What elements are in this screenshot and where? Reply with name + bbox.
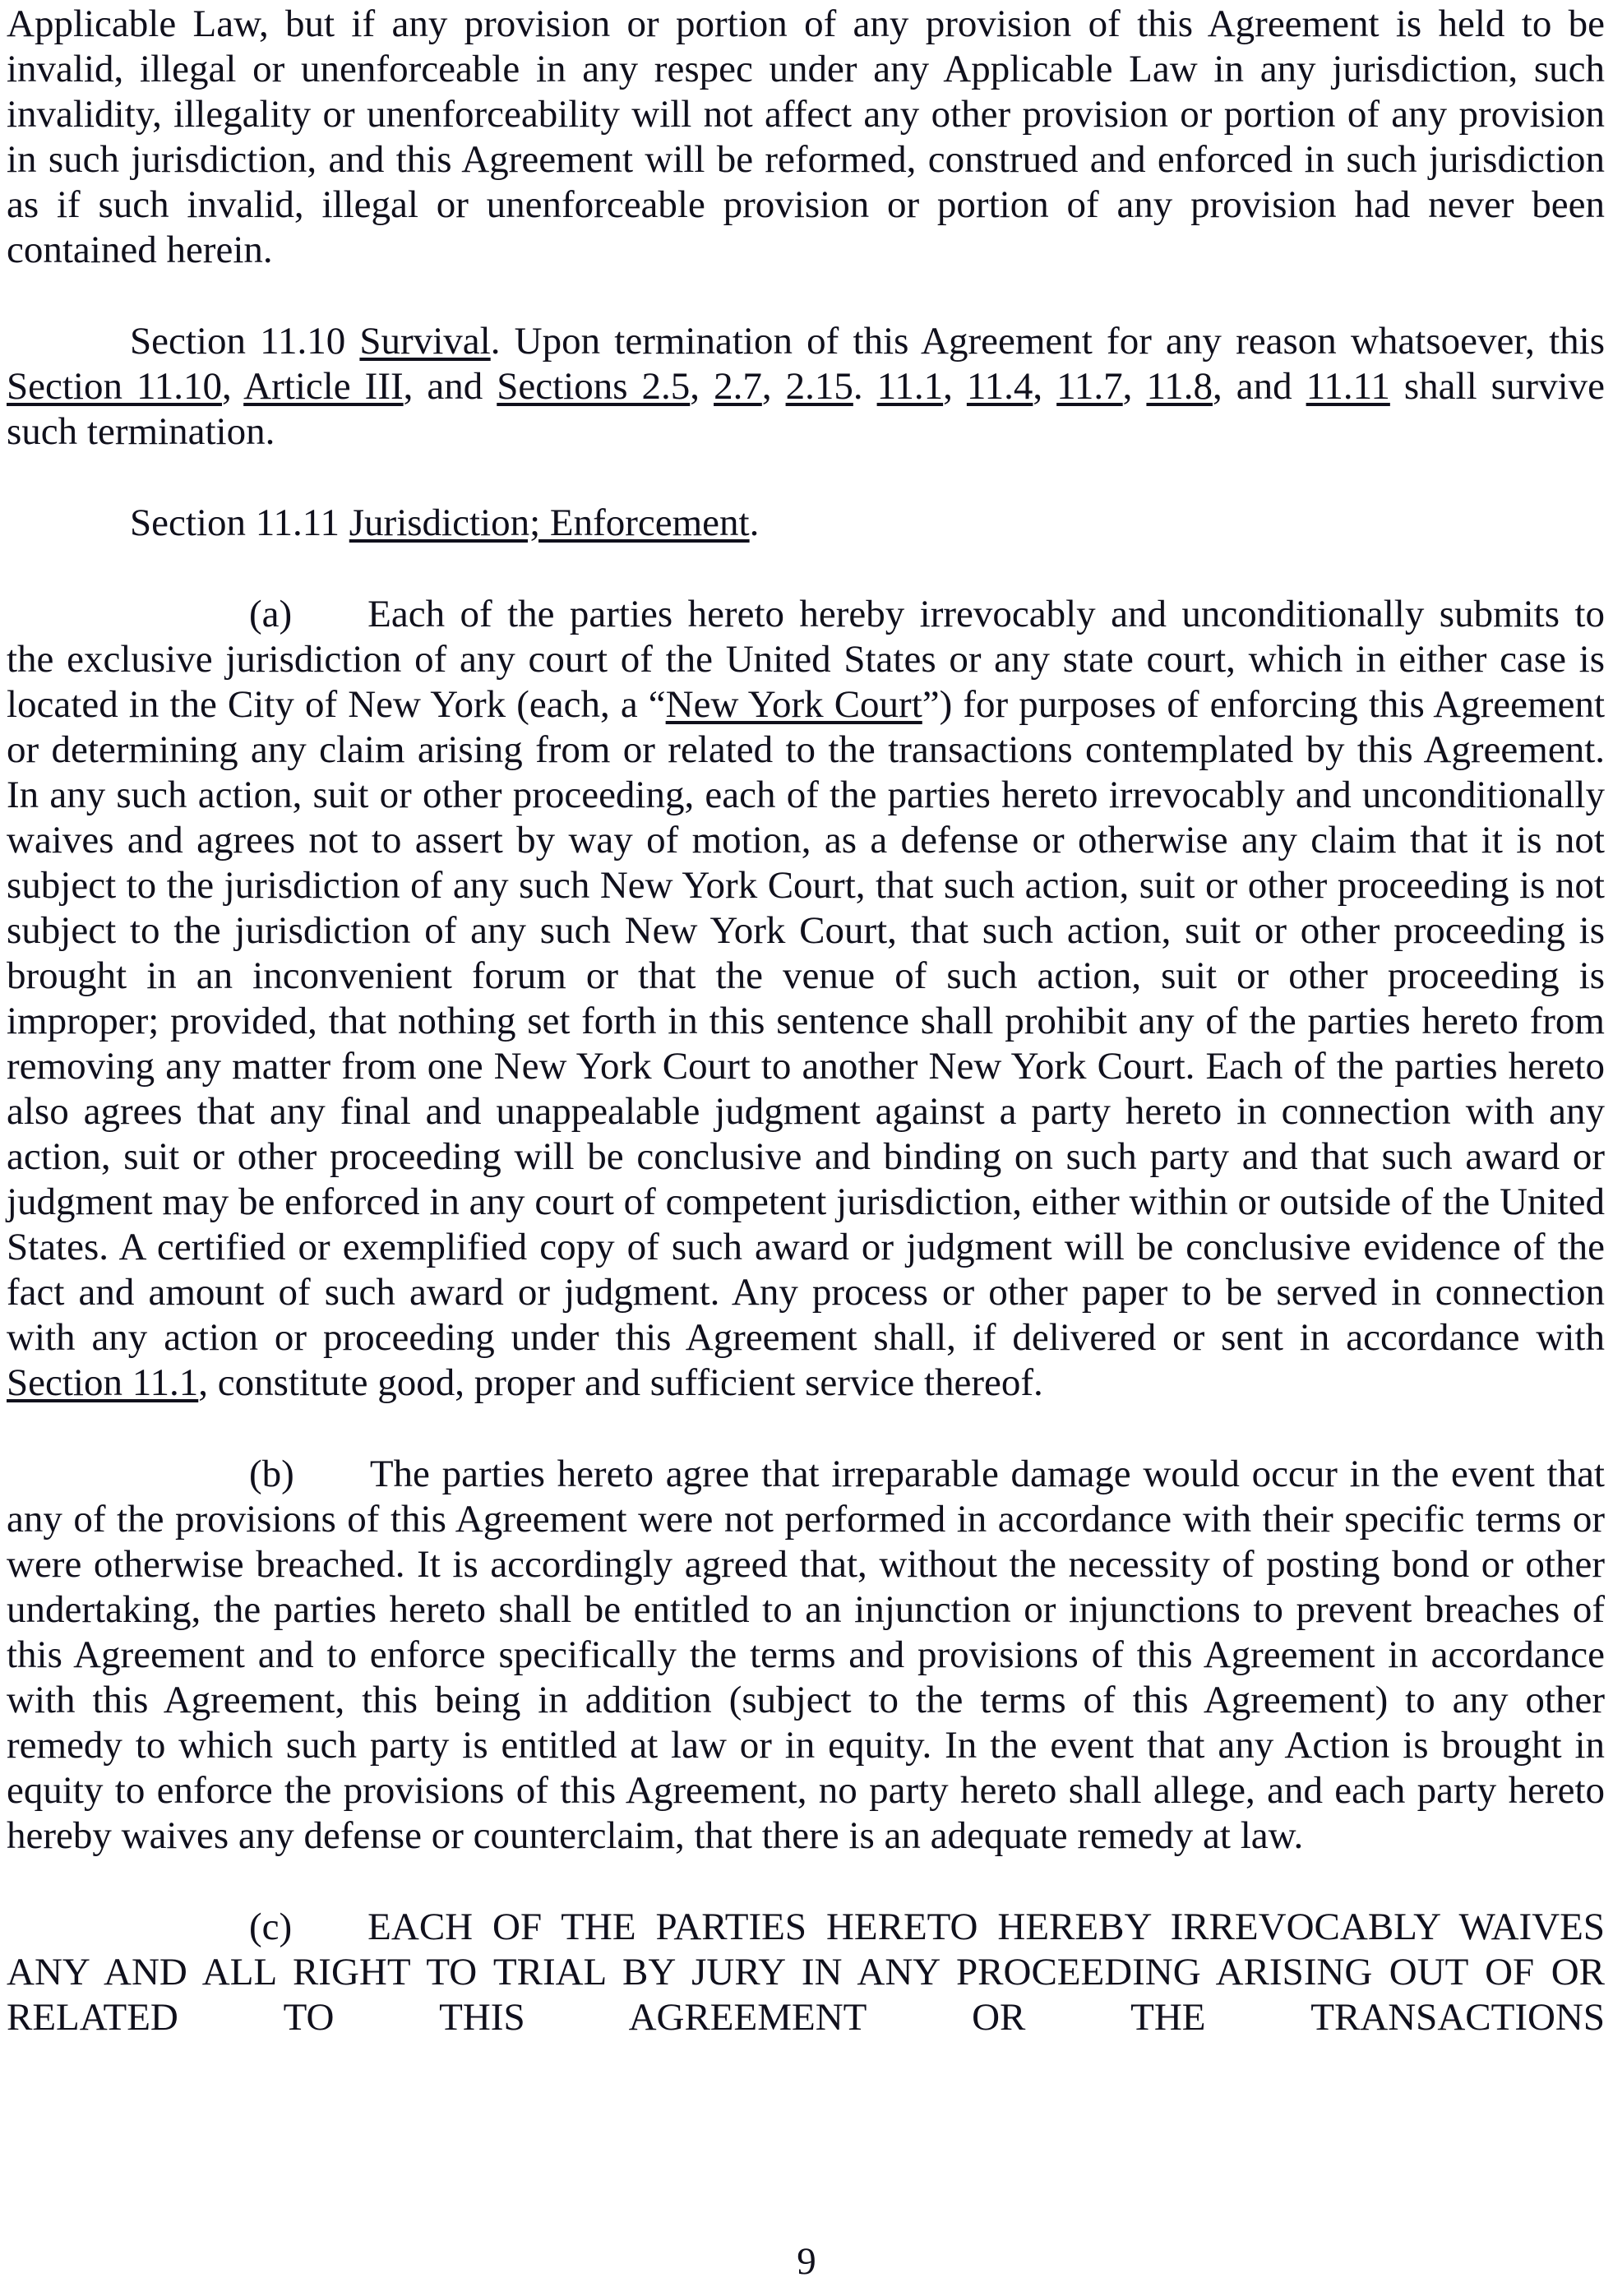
paragraph-section-11-10-survival: [7, 319, 1605, 455]
underlined-text-segment: New York Court: [665, 683, 922, 726]
underlined-text-segment: Section 11.1: [7, 1361, 199, 1404]
text-segment: Section 11.11: [130, 501, 349, 544]
underlined-text-segment: 2.7: [714, 365, 762, 408]
page-number: 9: [797, 2240, 816, 2283]
paragraph-section-11-11-heading: [7, 501, 1605, 546]
text-segment: , and: [1212, 365, 1306, 408]
text-segment: Section 11.10: [130, 320, 360, 363]
underlined-text-segment: Jurisdiction; Enforcement: [349, 501, 750, 544]
text-segment: , constitute good, proper and sufficient service thereof.: [198, 1361, 1043, 1404]
text-segment: Each of the parties hereto hereby irrevocably and unconditionally submits to the exclusive jurisdiction of any court of the United States or any state court, which in either case is located in the City of New York (each, a “: [7, 593, 1605, 726]
underlined-text-segment: Sections 2.5: [497, 365, 691, 408]
underlined-text-segment: 11.4: [966, 365, 1033, 408]
underlined-text-segment: 2.15: [785, 365, 853, 408]
text-segment: .: [853, 365, 877, 408]
underlined-text-segment: 11.1: [876, 365, 944, 408]
text-segment: ,: [943, 365, 967, 408]
paragraph-section-11-11-a: [7, 592, 1605, 1406]
underlined-text-segment: Article III: [243, 365, 404, 408]
text-segment: .: [749, 501, 760, 544]
underlined-text-segment: 11.11: [1306, 365, 1390, 408]
text-segment: (c): [249, 1906, 293, 1948]
text-segment: (b): [249, 1453, 294, 1495]
text-segment: ,: [1033, 365, 1057, 408]
text-segment: ,: [1122, 365, 1147, 408]
text-segment: , and: [403, 365, 497, 408]
paragraph-section-11-11-b: [7, 1452, 1605, 1859]
text-segment: EACH OF THE PARTIES HERETO HEREBY IRREVOCABLY WAIVES ANY AND ALL RIGHT TO TRIAL BY JURY IN ANY PROCEEDING ARISING OUT OF OR RELATED TO THIS AGREEMENT OR THE TRANSACTIONS: [7, 1906, 1605, 2039]
paragraph-severability-continuation: [7, 2, 1605, 273]
text-segment: ,: [222, 365, 244, 408]
text-segment: ,: [690, 365, 714, 408]
text-segment: ,: [761, 365, 786, 408]
underlined-text-segment: 11.8: [1146, 365, 1213, 408]
underlined-text-segment: Section 11.10: [7, 365, 222, 408]
underlined-text-segment: 11.7: [1056, 365, 1123, 408]
text-segment: The parties hereto agree that irreparable damage would occur in the event that any of the provisions of this Agreement were not performed in accordance with their specific terms or were otherwise breached. It is accordingly agreed that, without the necessity of posting bond or other undertaking, the parties hereto shall be entitled to an injunction or injunctions to prevent breaches of this Agreement and to enforce specifically the terms and provisions of this Agreement in accordance with this Agreement, this being in addition (subject to the terms of this Agreement) to any other remedy to which such party is entitled at law or in equity. In the event that any Action is brought in equity to enforce the provisions of this Agreement, no party hereto shall allege, and each party hereto hereby waives any defense or counterclaim, that there is an adequate remedy at law.: [7, 1453, 1605, 1857]
text-segment: shall survive such termination.: [7, 365, 1606, 453]
paragraph-section-11-11-c: [7, 1905, 1605, 2040]
text-segment: ”) for purposes of enforcing this Agreement or determining any claim arising from or related to the transactions contemplated by this Agreement. In any such action, suit or other proceeding, each of the parties hereto irrevocably and unconditionally waives and agrees not to assert by way of motion, as a defense or otherwise any claim that it is not subject to the jurisdiction of any such New York Court, that such action, suit or other proceeding is not subject to the jurisdiction of any such New York Court, that such action, suit or other proceeding is brought in an inconvenient forum or that the venue of such action, suit or other proceeding is improper; provided, that nothing set forth in this sentence shall prohibit any of the parties hereto from removing any matter from one New York Court to another New York Court. Each of the parties hereto also agrees that any final and unappealable judgment against a party hereto in connection with any action, suit or other proceeding will be conclusive and binding on such party and that such award or judgment may be enforced in any court of competent jurisdiction, either within or outside of the United States. A certified or exemplified copy of such award or judgment will be conclusive evidence of the fact and amount of such award or judgment. Any process or other paper to be served in connection with any action or proceeding under this Agreement shall, if delivered or sent in accordance with: [7, 683, 1606, 1359]
underlined-text-segment: Survival: [359, 320, 491, 363]
text-segment: . Upon termination of this Agreement for any reason whatsoever, this: [490, 320, 1605, 363]
text-segment: (a): [249, 593, 293, 635]
text-segment: Applicable Law, but if any provision or portion of any provision of this Agreement is held to be invalid, illegal or unenforceable in any respec under any Applicable Law in any jurisdiction, such invalidity, illegality or unenforceability will not affect any other provision or portion of any provision in such jurisdiction, and this Agreement will be reformed, construed and enforced in such jurisdiction as if such invalid, illegal or unenforceable provision or portion of any provision had never been contained herein.: [7, 2, 1605, 271]
